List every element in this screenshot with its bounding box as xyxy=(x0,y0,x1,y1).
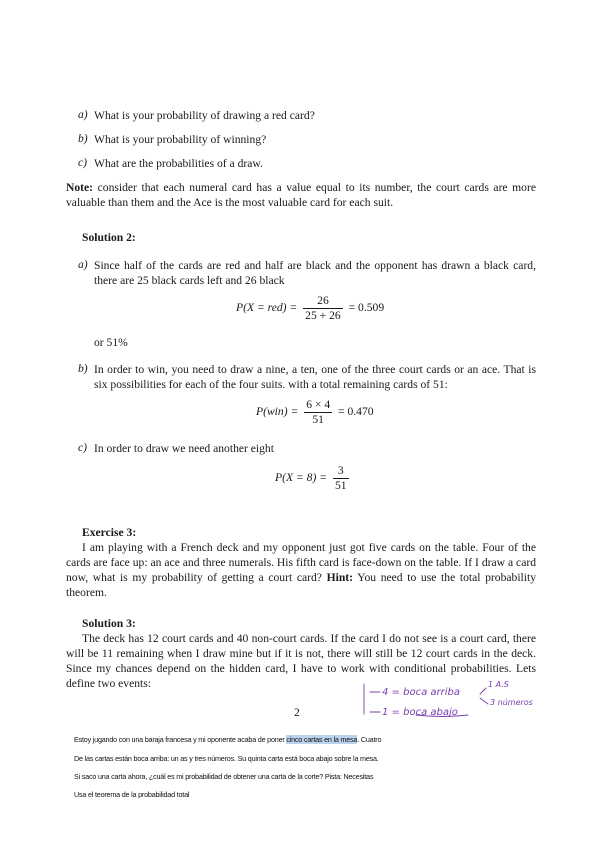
equation-win-numerator: 6 × 4 xyxy=(306,398,331,411)
solution-2-label-b: b) xyxy=(78,362,88,375)
solution-2-label-c: c) xyxy=(78,441,88,454)
translation-line-1-text: Estoy jugando con una baraja francesa y mi oponente acaba de poner xyxy=(74,735,287,744)
equation-draw-numerator: 3 xyxy=(333,464,349,479)
equation-red-result: = 0.509 xyxy=(348,301,385,315)
equation-red-denominator: 25 + 26 xyxy=(305,309,341,322)
solution-2-b-text: In order to win, you need to draw a nine, a ten, one of the three court cards or an ace. That is six possibilities for each of the four suits. with a total remaining cards of 51: xyxy=(94,363,536,391)
equation-red-lhs: P(X = red) = xyxy=(236,301,298,315)
equation-red-numerator: 26 xyxy=(303,294,343,309)
equation-red-probability xyxy=(236,294,384,323)
hint-label: Hint: xyxy=(326,571,354,584)
item-label-b: b) xyxy=(78,132,88,145)
equation-draw-fraction xyxy=(333,464,349,493)
solution-2-a-text: Since half of the cards are red and half are black and the opponent has drawn a black card, there are 25 black cards left and 26 black xyxy=(94,259,536,287)
solution-2-heading: Solution 2: xyxy=(82,231,136,244)
solution-2-label-a: a) xyxy=(78,258,88,271)
annotation-note-ace: 1 A.S xyxy=(488,680,509,689)
solution-3-text: The deck has 12 court cards and 40 non-court cards. If the card I do not see is a court card, there will be 11 remaining when I draw mine but if it is not, there will still be 12 court cards in the deck. Since my chances depend on the hidden card, I have to work with conditional probabilities. Lets define two events: xyxy=(66,632,536,690)
exercise-3-text: I am playing with a French deck and my opponent just got five cards on the table. Four of the cards are face up: an ace and three numerals. His fifth card is face-down on the table. If I draw a card now, what is my probability of getting a court card? xyxy=(66,541,536,584)
equation-win-probability xyxy=(256,398,374,427)
exercise-3-heading: Exercise 3: xyxy=(82,526,137,539)
solution-3-heading: Solution 3: xyxy=(82,617,136,630)
annotation-arrow-3 xyxy=(480,688,486,694)
annotation-note-down: 1 = boca abajo xyxy=(382,707,458,718)
solution-2-a-percent: or 51% xyxy=(94,336,128,349)
hint-text: You need to use the total probability theorem. xyxy=(66,571,537,599)
item-label-c: c) xyxy=(78,156,88,169)
page-number: 2 xyxy=(294,706,300,719)
solution-2-c-text: In order to draw we need another eight xyxy=(94,442,274,455)
translation-line-2: De las cartas están boca arriba: un as y tres números. Su quinta carta está boca abajo sobre la mesa. xyxy=(74,754,379,763)
equation-draw-probability xyxy=(275,464,352,493)
translation-line-4: Usa el teorema de la probabilidad total xyxy=(74,790,190,799)
equation-win-lhs: P(win) = xyxy=(256,405,299,419)
exercise-3-paragraph xyxy=(66,540,536,600)
question-a-text: What is your probability of drawing a red card? xyxy=(94,109,315,122)
translation-line-3: Si saco una carta ahora, ¿cuál es mi probabilidad de obtener una carta de la corte? Pista: Necesitas xyxy=(74,772,374,781)
item-label-a: a) xyxy=(78,108,88,121)
equation-win-fraction xyxy=(304,398,332,427)
question-c-text: What are the probabilities of a draw. xyxy=(94,157,263,170)
question-b-text: What is your probability of winning? xyxy=(94,133,267,146)
equation-win-result: = 0.470 xyxy=(338,405,374,419)
annotation-note-up: 4 = boca arriba xyxy=(382,687,460,698)
equation-draw-lhs: P(X = 8) = xyxy=(275,471,328,485)
annotation-note-numbers: 3 números xyxy=(490,698,533,707)
handwritten-annotation xyxy=(358,674,548,724)
annotation-arrow-4 xyxy=(480,698,488,704)
translation-line-1-end: . Cuatro xyxy=(357,735,382,744)
note-text: consider that each numeral card has a value equal to its number, the court cards are more valuable than them and the Ace is the most valuable card for each suit. xyxy=(66,181,536,209)
translation-line-1 xyxy=(74,735,381,744)
note-paragraph xyxy=(66,180,536,210)
note-label: Note: xyxy=(66,181,94,194)
equation-win-denominator: 51 xyxy=(312,413,324,426)
translation-highlight: cinco cartas en la mesa xyxy=(286,735,358,744)
equation-draw-denominator: 51 xyxy=(334,479,347,492)
equation-red-fraction xyxy=(303,294,343,323)
